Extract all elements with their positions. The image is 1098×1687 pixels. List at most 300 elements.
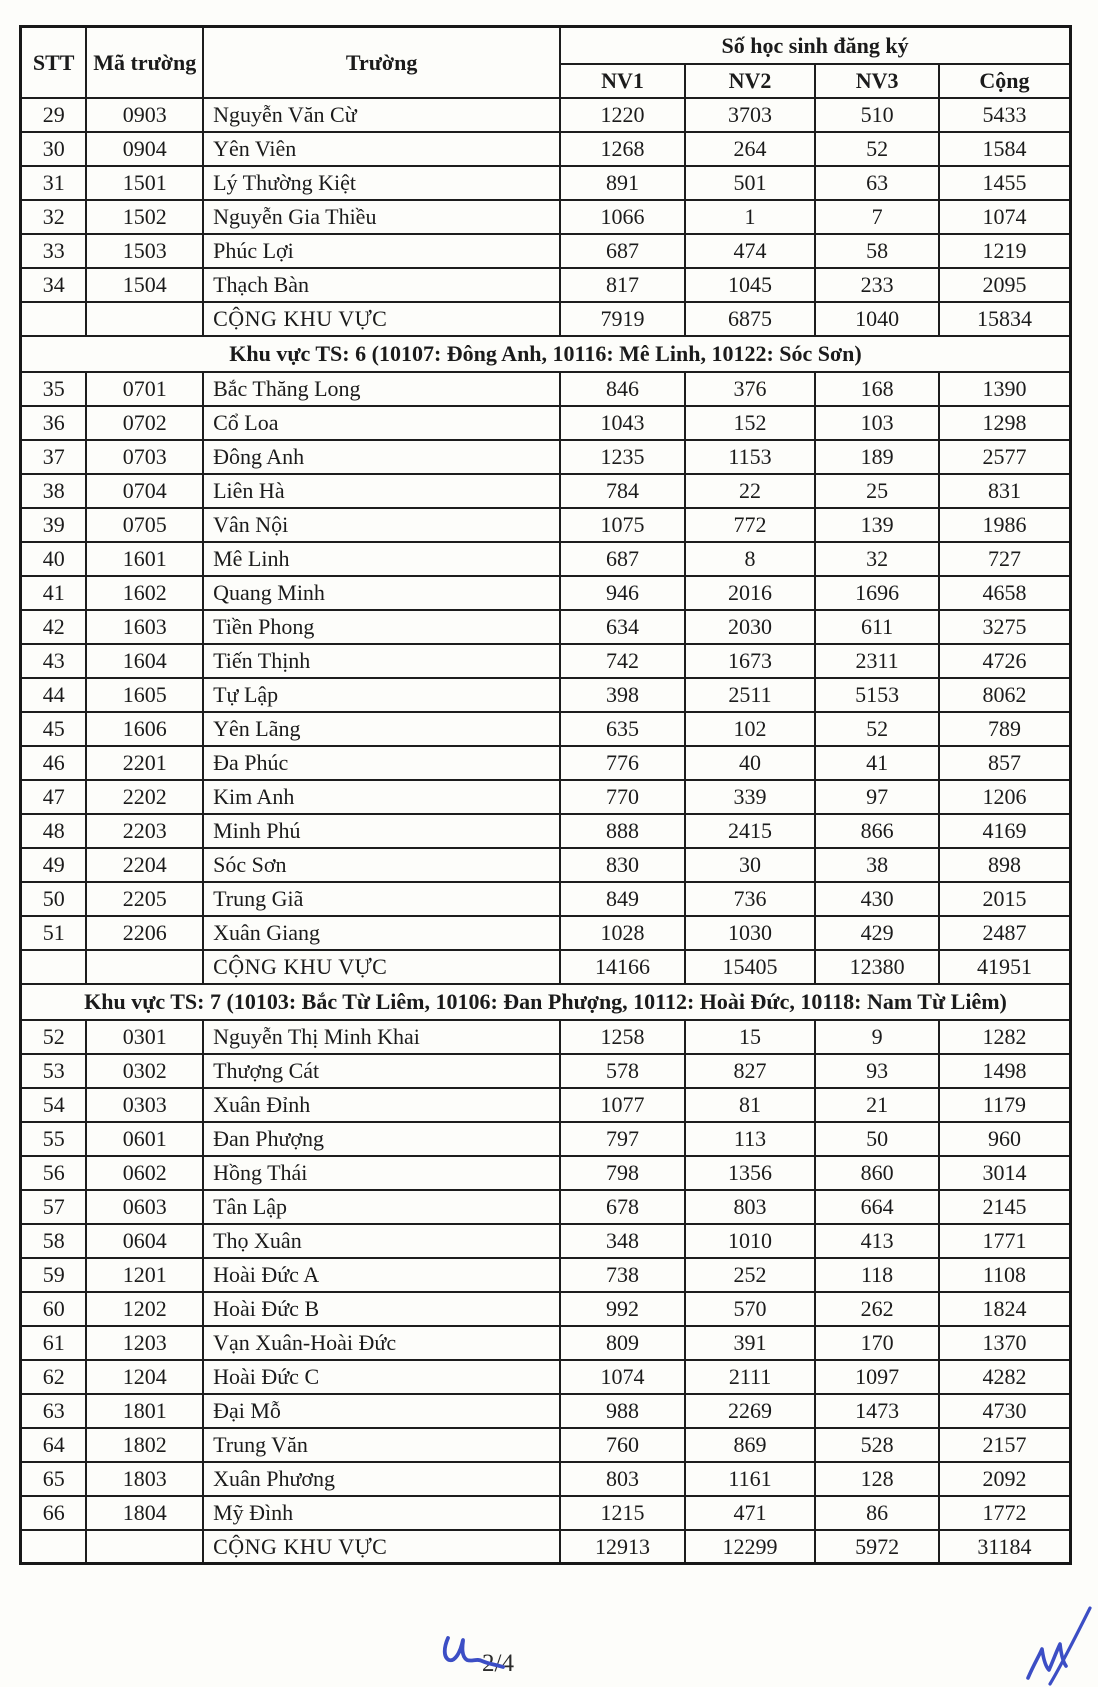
cell-nv2: 471 (685, 1496, 816, 1530)
cell-code-empty (86, 302, 203, 336)
cell-stt: 52 (21, 1020, 87, 1054)
col-header-nv1: NV1 (560, 64, 685, 98)
cell-nv3: 38 (815, 848, 939, 882)
cell-code: 0904 (86, 132, 203, 166)
cell-name: Xuân Đỉnh (203, 1088, 560, 1122)
cell-nv3: 52 (815, 712, 939, 746)
table-row (21, 814, 1071, 848)
cell-stt: 34 (21, 268, 87, 302)
cell-nv1: 678 (560, 1190, 685, 1224)
cell-total: 1219 (939, 234, 1071, 268)
cell-total: 960 (939, 1122, 1071, 1156)
table-row (21, 1428, 1071, 1462)
cell-stt: 40 (21, 542, 87, 576)
table-row (21, 200, 1071, 234)
cell-nv2: 736 (685, 882, 816, 916)
table-row (21, 1394, 1071, 1428)
cell-nv1: 1028 (560, 916, 685, 950)
col-header-nv2: NV2 (685, 64, 816, 98)
cell-code: 2206 (86, 916, 203, 950)
cell-nv2: 102 (685, 712, 816, 746)
cell-nv3: 262 (815, 1292, 939, 1326)
table-row (21, 132, 1071, 166)
cell-nv3: 139 (815, 508, 939, 542)
cell-name: Đông Anh (203, 440, 560, 474)
cell-total: 1282 (939, 1020, 1071, 1054)
cell-name: Lý Thường Kiệt (203, 166, 560, 200)
cell-nv1: 1066 (560, 200, 685, 234)
cell-nv2: 391 (685, 1326, 816, 1360)
cell-nv2: 1673 (685, 644, 816, 678)
col-header-cong: Cộng (939, 64, 1071, 98)
cell-name: Phúc Lợi (203, 234, 560, 268)
table-row (21, 712, 1071, 746)
region-total-nv1: 12913 (560, 1530, 685, 1564)
cell-stt: 29 (21, 98, 87, 132)
cell-nv2: 1161 (685, 1462, 816, 1496)
cell-nv2: 1045 (685, 268, 816, 302)
region-total-label: CỘNG KHU VỰC (203, 1530, 560, 1564)
cell-nv3: 1696 (815, 576, 939, 610)
col-header-truong: Trường (203, 27, 560, 98)
table-row (21, 474, 1071, 508)
cell-total: 4730 (939, 1394, 1071, 1428)
cell-name: Tiền Phong (203, 610, 560, 644)
cell-nv3: 510 (815, 98, 939, 132)
cell-nv3: 1473 (815, 1394, 939, 1428)
cell-nv1: 849 (560, 882, 685, 916)
cell-nv3: 118 (815, 1258, 939, 1292)
cell-stt: 50 (21, 882, 87, 916)
cell-nv1: 1258 (560, 1020, 685, 1054)
cell-code: 2205 (86, 882, 203, 916)
cell-nv3: 93 (815, 1054, 939, 1088)
cell-name: Liên Hà (203, 474, 560, 508)
cell-code: 0705 (86, 508, 203, 542)
region-total-label: CỘNG KHU VỰC (203, 302, 560, 336)
cell-code: 0702 (86, 406, 203, 440)
cell-total: 831 (939, 474, 1071, 508)
cell-nv2: 1356 (685, 1156, 816, 1190)
cell-code: 0703 (86, 440, 203, 474)
cell-total: 2577 (939, 440, 1071, 474)
table-row (21, 882, 1071, 916)
cell-nv3: 233 (815, 268, 939, 302)
cell-nv1: 634 (560, 610, 685, 644)
cell-nv2: 827 (685, 1054, 816, 1088)
cell-code: 2204 (86, 848, 203, 882)
cell-name: Mỹ Đình (203, 1496, 560, 1530)
cell-nv1: 888 (560, 814, 685, 848)
cell-nv1: 635 (560, 712, 685, 746)
cell-nv2: 2415 (685, 814, 816, 848)
cell-code: 0602 (86, 1156, 203, 1190)
cell-nv2: 1030 (685, 916, 816, 950)
cell-code: 1604 (86, 644, 203, 678)
cell-code: 1801 (86, 1394, 203, 1428)
cell-nv2: 22 (685, 474, 816, 508)
cell-code: 0604 (86, 1224, 203, 1258)
cell-code: 2203 (86, 814, 203, 848)
cell-name: Hồng Thái (203, 1156, 560, 1190)
cell-nv2: 2111 (685, 1360, 816, 1394)
cell-nv3: 103 (815, 406, 939, 440)
cell-nv3: 86 (815, 1496, 939, 1530)
cell-nv1: 809 (560, 1326, 685, 1360)
cell-nv1: 830 (560, 848, 685, 882)
cell-total: 2157 (939, 1428, 1071, 1462)
cell-nv1: 738 (560, 1258, 685, 1292)
table-row (21, 372, 1071, 406)
cell-stt: 65 (21, 1462, 87, 1496)
cell-nv2: 113 (685, 1122, 816, 1156)
cell-nv2: 474 (685, 234, 816, 268)
cell-name: Nguyễn Văn Cừ (203, 98, 560, 132)
cell-name: Quang Minh (203, 576, 560, 610)
cell-nv2: 1153 (685, 440, 816, 474)
cell-name: Sóc Sơn (203, 848, 560, 882)
cell-name: Thạch Bàn (203, 268, 560, 302)
region-total-nv2: 12299 (685, 1530, 816, 1564)
table-row (21, 1462, 1071, 1496)
cell-nv2: 252 (685, 1258, 816, 1292)
cell-nv1: 1043 (560, 406, 685, 440)
cell-nv2: 2030 (685, 610, 816, 644)
table-row (21, 268, 1071, 302)
cell-stt: 63 (21, 1394, 87, 1428)
cell-total: 1108 (939, 1258, 1071, 1292)
cell-total: 1986 (939, 508, 1071, 542)
cell-total: 2487 (939, 916, 1071, 950)
cell-code: 0903 (86, 98, 203, 132)
table-row (21, 508, 1071, 542)
cell-stt: 30 (21, 132, 87, 166)
cell-stt: 57 (21, 1190, 87, 1224)
cell-total: 3014 (939, 1156, 1071, 1190)
cell-nv3: 58 (815, 234, 939, 268)
cell-stt-empty (21, 1530, 87, 1564)
cell-name: Vạn Xuân-Hoài Đức (203, 1326, 560, 1360)
table-row (21, 576, 1071, 610)
region-total-row (21, 302, 1071, 336)
cell-nv2: 869 (685, 1428, 816, 1462)
cell-total: 1498 (939, 1054, 1071, 1088)
cell-total: 789 (939, 712, 1071, 746)
cell-nv1: 988 (560, 1394, 685, 1428)
table-row (21, 1326, 1071, 1360)
cell-stt: 41 (21, 576, 87, 610)
cell-nv2: 30 (685, 848, 816, 882)
cell-nv2: 81 (685, 1088, 816, 1122)
cell-nv1: 803 (560, 1462, 685, 1496)
cell-nv3: 9 (815, 1020, 939, 1054)
cell-nv3: 664 (815, 1190, 939, 1224)
cell-nv1: 1235 (560, 440, 685, 474)
cell-stt: 60 (21, 1292, 87, 1326)
cell-nv1: 1075 (560, 508, 685, 542)
table-row (21, 780, 1071, 814)
cell-code: 1602 (86, 576, 203, 610)
cell-stt: 38 (21, 474, 87, 508)
section-header-row (21, 984, 1071, 1020)
table-row (21, 1190, 1071, 1224)
cell-name: Tân Lập (203, 1190, 560, 1224)
table-row (21, 746, 1071, 780)
cell-name: Kim Anh (203, 780, 560, 814)
cell-name: Trung Giã (203, 882, 560, 916)
region-total-label: CỘNG KHU VỰC (203, 950, 560, 984)
cell-total: 1298 (939, 406, 1071, 440)
cell-name: Nguyễn Thị Minh Khai (203, 1020, 560, 1054)
col-header-ma-truong: Mã trường (86, 27, 203, 98)
cell-nv3: 21 (815, 1088, 939, 1122)
cell-stt-empty (21, 950, 87, 984)
cell-name: Trung Văn (203, 1428, 560, 1462)
cell-nv1: 891 (560, 166, 685, 200)
cell-stt: 32 (21, 200, 87, 234)
cell-stt: 48 (21, 814, 87, 848)
signature-icon (1014, 1598, 1098, 1687)
cell-code: 0301 (86, 1020, 203, 1054)
cell-name: Xuân Giang (203, 916, 560, 950)
cell-name: Yên Lãng (203, 712, 560, 746)
cell-stt: 58 (21, 1224, 87, 1258)
cell-nv2: 2016 (685, 576, 816, 610)
cell-code: 2202 (86, 780, 203, 814)
table-row (21, 440, 1071, 474)
cell-stt: 39 (21, 508, 87, 542)
table-row (21, 166, 1071, 200)
cell-nv3: 97 (815, 780, 939, 814)
cell-nv1: 798 (560, 1156, 685, 1190)
cell-nv3: 168 (815, 372, 939, 406)
cell-code: 1601 (86, 542, 203, 576)
cell-nv3: 50 (815, 1122, 939, 1156)
cell-code: 0601 (86, 1122, 203, 1156)
cell-stt: 62 (21, 1360, 87, 1394)
cell-code: 0704 (86, 474, 203, 508)
region-total-row (21, 950, 1071, 984)
cell-total: 1206 (939, 780, 1071, 814)
cell-name: Thọ Xuân (203, 1224, 560, 1258)
cell-name: Hoài Đức C (203, 1360, 560, 1394)
cell-stt: 54 (21, 1088, 87, 1122)
cell-nv1: 687 (560, 234, 685, 268)
table-row (21, 542, 1071, 576)
table-header (21, 27, 1071, 98)
cell-stt: 56 (21, 1156, 87, 1190)
cell-total: 1390 (939, 372, 1071, 406)
cell-nv1: 797 (560, 1122, 685, 1156)
cell-total: 857 (939, 746, 1071, 780)
cell-total: 1772 (939, 1496, 1071, 1530)
table-row (21, 1054, 1071, 1088)
table-body (21, 98, 1071, 1564)
cell-nv3: 63 (815, 166, 939, 200)
cell-nv1: 1077 (560, 1088, 685, 1122)
table-row (21, 610, 1071, 644)
cell-name: Tự Lập (203, 678, 560, 712)
cell-total: 2092 (939, 1462, 1071, 1496)
cell-code-empty (86, 1530, 203, 1564)
cell-name: Hoài Đức B (203, 1292, 560, 1326)
cell-nv3: 5153 (815, 678, 939, 712)
cell-total: 1074 (939, 200, 1071, 234)
cell-total: 1370 (939, 1326, 1071, 1360)
table-row (21, 1020, 1071, 1054)
cell-total: 4658 (939, 576, 1071, 610)
cell-nv2: 8 (685, 542, 816, 576)
cell-code: 1504 (86, 268, 203, 302)
cell-nv3: 7 (815, 200, 939, 234)
cell-nv3: 528 (815, 1428, 939, 1462)
cell-total: 4282 (939, 1360, 1071, 1394)
cell-name: Đại Mỗ (203, 1394, 560, 1428)
cell-nv2: 1010 (685, 1224, 816, 1258)
cell-code: 1202 (86, 1292, 203, 1326)
region-total-nv2: 15405 (685, 950, 816, 984)
cell-nv3: 32 (815, 542, 939, 576)
cell-stt: 36 (21, 406, 87, 440)
cell-nv3: 860 (815, 1156, 939, 1190)
cell-stt: 64 (21, 1428, 87, 1462)
table-row (21, 234, 1071, 268)
cell-code: 1503 (86, 234, 203, 268)
cell-nv2: 2269 (685, 1394, 816, 1428)
cell-nv3: 866 (815, 814, 939, 848)
cell-code: 1502 (86, 200, 203, 234)
cell-nv1: 687 (560, 542, 685, 576)
table-row (21, 1496, 1071, 1530)
cell-nv2: 3703 (685, 98, 816, 132)
cell-nv1: 1268 (560, 132, 685, 166)
cell-total: 2015 (939, 882, 1071, 916)
section-title: Khu vực TS: 6 (10107: Đông Anh, 10116: Mê Linh, 10122: Sóc Sơn) (21, 336, 1071, 372)
cell-nv3: 430 (815, 882, 939, 916)
section-title: Khu vực TS: 7 (10103: Bắc Từ Liêm, 10106: Đan Phượng, 10112: Hoài Đức, 10118: Nam Từ Liêm) (21, 984, 1071, 1020)
table-row (21, 644, 1071, 678)
table-row (21, 1258, 1071, 1292)
region-total-total: 15834 (939, 302, 1071, 336)
cell-code: 1203 (86, 1326, 203, 1360)
cell-code: 1606 (86, 712, 203, 746)
cell-nv3: 1097 (815, 1360, 939, 1394)
cell-stt: 47 (21, 780, 87, 814)
cell-name: Nguyễn Gia Thiều (203, 200, 560, 234)
region-total-row (21, 1530, 1071, 1564)
cell-stt: 45 (21, 712, 87, 746)
cell-code: 0701 (86, 372, 203, 406)
cell-stt: 42 (21, 610, 87, 644)
table-row (21, 98, 1071, 132)
cell-stt: 31 (21, 166, 87, 200)
cell-total: 727 (939, 542, 1071, 576)
cell-name: Đa Phúc (203, 746, 560, 780)
cell-total: 4169 (939, 814, 1071, 848)
cell-nv2: 339 (685, 780, 816, 814)
cell-name: Thượng Cát (203, 1054, 560, 1088)
cell-total: 898 (939, 848, 1071, 882)
cell-code: 1605 (86, 678, 203, 712)
cell-nv1: 760 (560, 1428, 685, 1462)
cell-total: 5433 (939, 98, 1071, 132)
cell-stt: 35 (21, 372, 87, 406)
cell-stt: 49 (21, 848, 87, 882)
cell-code: 2201 (86, 746, 203, 780)
cell-name: Vân Nội (203, 508, 560, 542)
cell-nv3: 128 (815, 1462, 939, 1496)
table-row (21, 406, 1071, 440)
cell-code: 0302 (86, 1054, 203, 1088)
cell-nv1: 817 (560, 268, 685, 302)
cell-stt: 59 (21, 1258, 87, 1292)
cell-name: Xuân Phương (203, 1462, 560, 1496)
cell-code: 1501 (86, 166, 203, 200)
cell-stt-empty (21, 302, 87, 336)
cell-total: 8062 (939, 678, 1071, 712)
cell-nv1: 1074 (560, 1360, 685, 1394)
cell-nv1: 578 (560, 1054, 685, 1088)
cell-nv3: 25 (815, 474, 939, 508)
cell-nv3: 189 (815, 440, 939, 474)
cell-stt: 44 (21, 678, 87, 712)
cell-nv1: 784 (560, 474, 685, 508)
cell-total: 1179 (939, 1088, 1071, 1122)
cell-code: 1201 (86, 1258, 203, 1292)
cell-nv1: 992 (560, 1292, 685, 1326)
cell-nv3: 170 (815, 1326, 939, 1360)
cell-stt: 33 (21, 234, 87, 268)
cell-stt: 43 (21, 644, 87, 678)
cell-nv1: 398 (560, 678, 685, 712)
page-number: 2/4 (482, 1650, 514, 1677)
cell-name: Đan Phượng (203, 1122, 560, 1156)
table-row (21, 1088, 1071, 1122)
cell-name: Cổ Loa (203, 406, 560, 440)
student-registration-table (19, 25, 1072, 1565)
cell-code-empty (86, 950, 203, 984)
cell-nv1: 846 (560, 372, 685, 406)
cell-nv1: 776 (560, 746, 685, 780)
cell-nv2: 15 (685, 1020, 816, 1054)
cell-nv2: 264 (685, 132, 816, 166)
cell-nv3: 2311 (815, 644, 939, 678)
cell-nv2: 570 (685, 1292, 816, 1326)
cell-nv2: 501 (685, 166, 816, 200)
cell-nv2: 40 (685, 746, 816, 780)
cell-nv1: 1215 (560, 1496, 685, 1530)
cell-total: 2095 (939, 268, 1071, 302)
cell-name: Minh Phú (203, 814, 560, 848)
region-total-nv2: 6875 (685, 302, 816, 336)
cell-stt: 37 (21, 440, 87, 474)
cell-code: 1804 (86, 1496, 203, 1530)
cell-code: 1803 (86, 1462, 203, 1496)
cell-code: 0603 (86, 1190, 203, 1224)
region-total-total: 41951 (939, 950, 1071, 984)
cell-nv3: 611 (815, 610, 939, 644)
cell-nv1: 742 (560, 644, 685, 678)
region-total-nv3: 5972 (815, 1530, 939, 1564)
cell-stt: 61 (21, 1326, 87, 1360)
table-row (21, 1224, 1071, 1258)
cell-code: 1204 (86, 1360, 203, 1394)
cell-nv1: 946 (560, 576, 685, 610)
cell-nv1: 770 (560, 780, 685, 814)
cell-total: 4726 (939, 644, 1071, 678)
cell-nv2: 1 (685, 200, 816, 234)
cell-stt: 53 (21, 1054, 87, 1088)
